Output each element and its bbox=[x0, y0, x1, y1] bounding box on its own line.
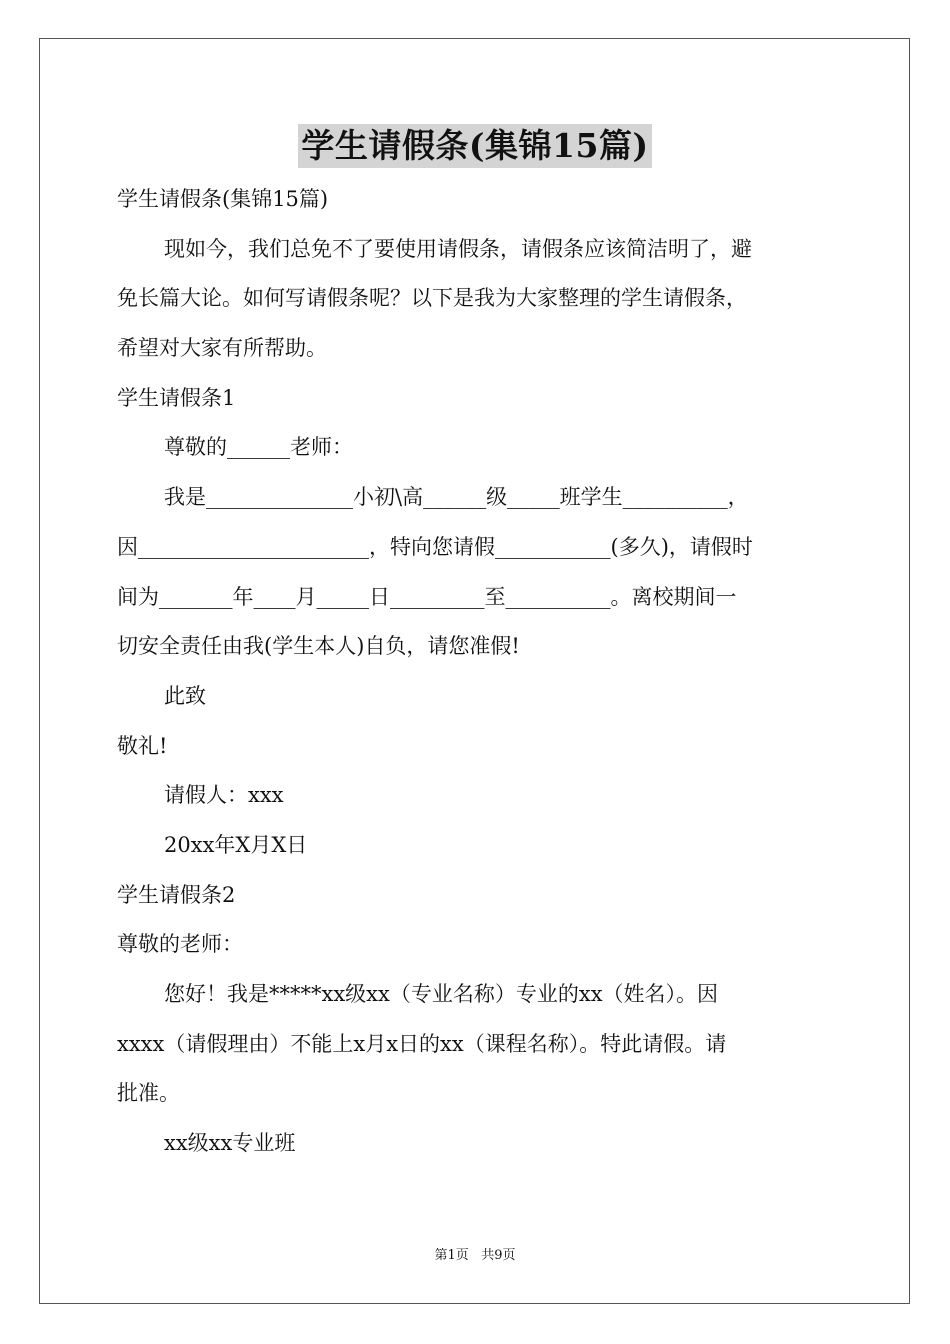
page-footer bbox=[0, 1246, 950, 1266]
text-line: 学生请假条2 bbox=[117, 882, 236, 907]
text-line: 20xx年X月X日 bbox=[164, 832, 308, 857]
text-line: 因______________________，特向您请假___________(多久)，请假时 bbox=[117, 534, 753, 559]
text-line: 请假人：xxx bbox=[164, 783, 284, 808]
text-line: xx级xx专业班 bbox=[164, 1131, 296, 1156]
text-line: 现如今，我们总免不了要使用请假条，请假条应该简洁明了，避 bbox=[164, 236, 752, 261]
text-line: 敬礼! bbox=[117, 733, 168, 758]
document-body bbox=[117, 175, 837, 1169]
text-line: 我是______________小初\高______级_____班学生__________， bbox=[164, 485, 749, 510]
doc-title: 学生请假条(集锦15篇) bbox=[298, 124, 651, 168]
page-number: 第1页 bbox=[434, 1248, 469, 1263]
title-wrap bbox=[0, 124, 950, 168]
text-line: 学生请假条(集锦15篇) bbox=[117, 187, 329, 211]
text-line: 您好！我是*****xx级xx（专业名称）专业的xx（姓名）。因 bbox=[164, 982, 719, 1006]
text-line: 此致 bbox=[164, 683, 206, 708]
text-line: xxxx（请假理由）不能上x月x日的xx（课程名称）。特此请假。请 bbox=[117, 1031, 727, 1056]
text-line: 尊敬的老师： bbox=[117, 932, 243, 957]
text-line: 学生请假条1 bbox=[117, 385, 236, 410]
page-total: 共9页 bbox=[481, 1248, 516, 1263]
text-line: 批准。 bbox=[117, 1081, 180, 1106]
text-line: 切安全责任由我(学生本人)自负，请您准假! bbox=[117, 634, 520, 659]
text-line: 间为_______年____月_____日_________至__________。离校期间一 bbox=[117, 584, 737, 609]
text-line: 希望对大家有所帮助。 bbox=[117, 336, 327, 361]
text-line: 免长篇大论。如何写请假条呢？以下是我为大家整理的学生请假条， bbox=[117, 286, 747, 311]
text-line: 尊敬的______老师： bbox=[164, 435, 353, 460]
